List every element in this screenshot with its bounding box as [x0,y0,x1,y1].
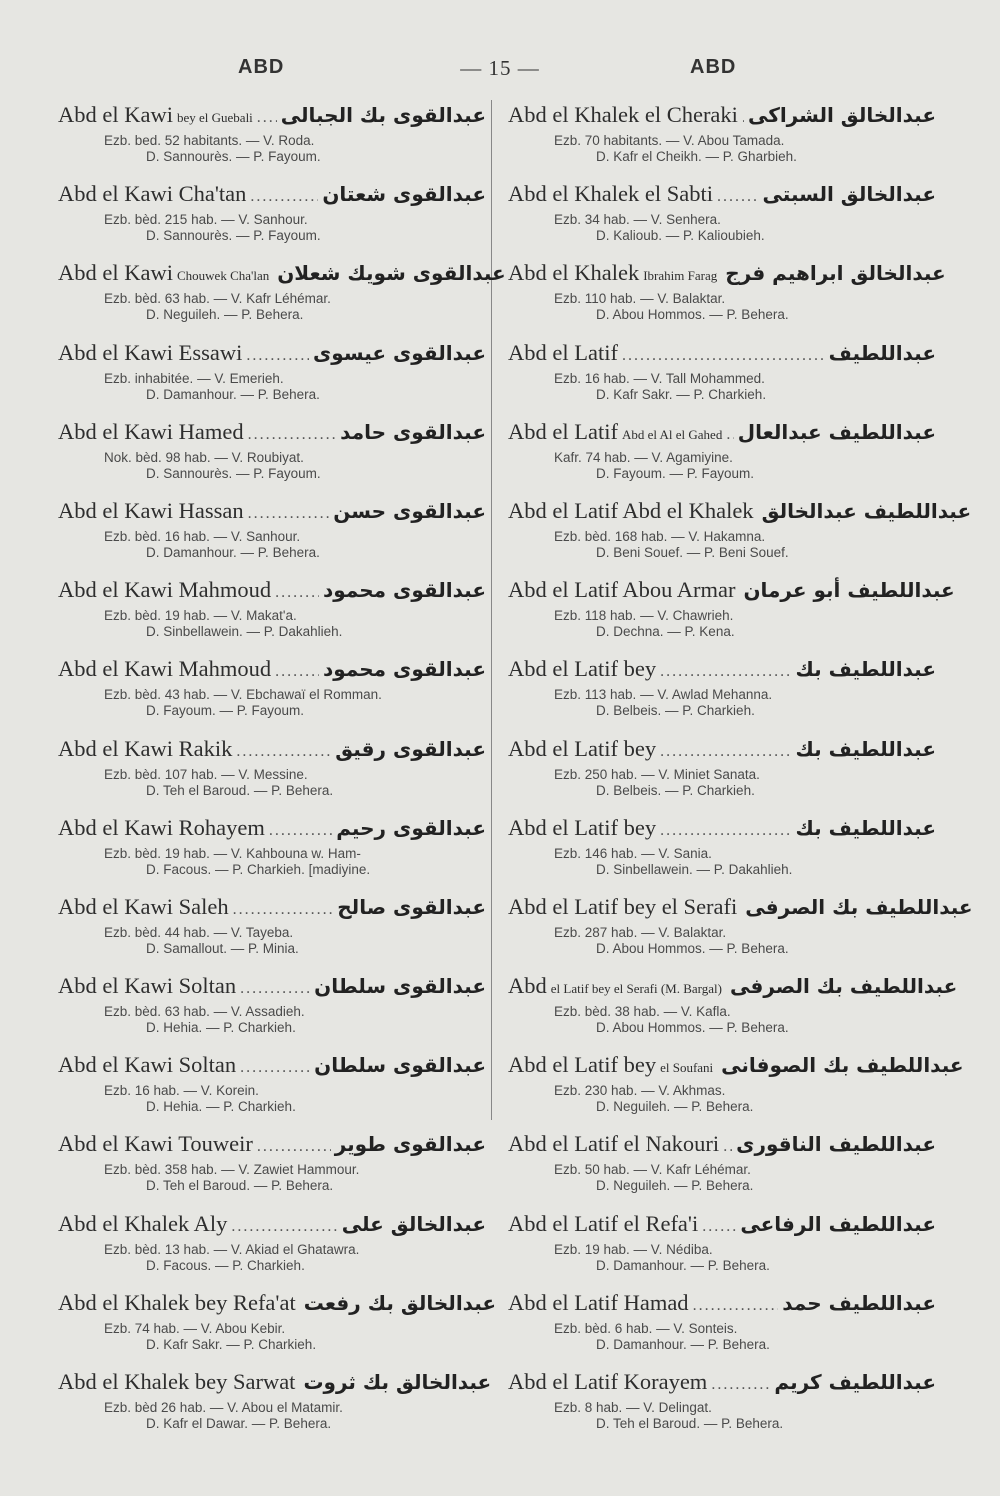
leader-dots [660,657,791,687]
entry-detail-line: Ezb. 146 hab. — V. Sania. [554,845,712,861]
entry-detail-line: Ezb. bèd. 13 hab. — V. Akiad el Ghatawra. [104,1241,360,1257]
entry-name: Abd el Kawi [58,102,173,127]
entry-name-suffix: el Latif bey el Serafi (M. Bargal) [550,981,722,997]
directory-entry [508,338,936,417]
entry-arabic-name: عبدالقوى رحيم [336,815,486,840]
entry-detail-line: Ezb. bèd. 168 hab. — V. Hakamna. [554,528,766,544]
entry-arabic-name: عبدالخالق الشراكى [747,103,936,127]
entry-name: Abd el Latif el Refa'i [508,1210,699,1236]
leader-dots [711,1370,770,1400]
directory-entry [58,892,486,971]
entry-arabic-name: عبداللطيف [828,340,936,365]
leader-dots [622,341,825,371]
entry-district-line: D. Damanhour. — P. Behera. [596,1257,770,1273]
leader-dots [257,1132,331,1162]
entry-district-line: D. Abou Hommos. — P. Behera. [596,940,789,956]
entry-arabic-name: عبدالقوى صالح [337,894,486,919]
directory-entry [58,654,486,733]
entry-arabic-name: عبدالخالق ابراهيم فرج [725,261,946,286]
entry-detail-line: Ezb. 19 hab. — V. Nédiba. [554,1241,713,1257]
entry-heading [58,417,486,450]
entry-name: Abd el Latif [508,418,618,444]
entry-detail-line: Ezb. bèd 26 hab. — V. Abou el Matamir. [104,1400,343,1415]
entry-name: Abd el Latif el Nakouri [508,1131,720,1157]
entry-district-line: D. Kalioub. — P. Kalioubieh. [596,228,765,244]
directory-entry [58,258,506,337]
entry-district-line: D. Teh el Baroud. — P. Behera. [146,782,334,798]
entry-name-suffix: bey el Guebali [176,110,253,125]
entry-arabic-name: عبداللطيف الرفاعى [740,1211,936,1236]
directory-entry [58,1050,486,1129]
entry-name: Abd el Kawi Rohayem [58,814,265,840]
entry-district-line: D. Hehia. — P. Charkieh. [146,1099,296,1115]
directory-entry [58,1288,497,1367]
entry-name: Abd el Latif Korayem [508,1369,708,1394]
directory-entry [508,1050,964,1129]
directory-entry [508,496,972,575]
entry-name: Abd el Kawi Touweir [58,1131,253,1157]
entry-arabic-name: عبداللطيف بك الصوفانى [721,1053,964,1078]
left-column [58,100,506,1446]
leader-dots [275,657,319,687]
leader-dots [248,420,337,450]
entry-detail-line: Ezb. 230 hab. — V. Akhmas. [554,1083,726,1099]
entry-heading [58,179,486,212]
entry-district-line: D. Kafr el Dawar. — P. Behera. [146,1416,332,1431]
directory-entry [58,1367,492,1446]
entry-heading [508,1050,964,1083]
entry-arabic-name: عبداللطيف عبدالعال [737,419,936,444]
entry-arabic-name: عبدالقوى محمود [323,578,486,603]
leader-dots [240,1053,310,1083]
entry-heading [508,496,972,529]
entry-district-line: D. Kafr el Cheikh. — P. Gharbieh. [596,149,797,164]
directory-entry [508,258,946,337]
entry-heading [58,734,486,767]
entry-detail-line: Ezb. 16 hab. — V. Tall Mohammed. [554,370,765,386]
directory-entry [508,654,936,733]
entry-arabic-name: عبدالقوى حسن [333,498,486,523]
entry-name-suffix: Chouwek Cha'lan [176,268,270,284]
entry-district-line: D. Damanhour. — P. Behera. [146,544,320,560]
leader-dots [717,182,759,212]
entry-arabic-name: عبداللطيف بك [795,815,936,840]
entry-detail-line: Ezb. bèd. 44 hab. — V. Tayeba. [104,924,294,940]
entry-name: Abd el Khalek el Sabti [508,181,713,207]
entry-detail-line: Ezb. 70 habitants. — V. Abou Tamada. [554,133,785,148]
entry-name: Abd el Kawi Hamed [58,418,244,444]
entry-arabic-name: عبدالقوى عيسوى [312,340,486,365]
entry-arabic-name: عبدالقوى محمود [323,657,486,682]
directory-entry [508,1367,936,1446]
entry-district-line: D. Belbeis. — P. Charkieh. [596,782,755,798]
entry-arabic-name: عبداللطيف بك [795,657,936,682]
leader-dots [726,420,733,450]
directory-entry [58,971,486,1050]
leader-dots [250,182,318,212]
entry-name: Abd el Latif bey [508,1052,657,1078]
entry-detail-line: Ezb. 50 hab. — V. Kafr Léhémar. [554,1162,751,1178]
entry-name-suffix: Abd el Al el Gahed [621,426,723,442]
entry-detail-line: Ezb. bèd. 358 hab. — V. Zawiet Hammour. [104,1162,360,1178]
running-head-left: ABD [238,56,285,78]
entry-heading [58,1288,497,1321]
entry-heading [58,338,486,371]
directory-entry [58,1209,486,1288]
directory-entry [508,417,936,496]
entry-detail-line: Ezb. bèd. 16 hab. — V. Sanhour. [104,528,301,544]
entry-name: Abd el Latif Abd el Khalek [508,497,754,523]
entry-arabic-name: عبداللطيف الناقورى [736,1132,936,1157]
entry-name-suffix: Ibrahim Farag [643,268,718,284]
entry-detail-line: Ezb. 113 hab. — V. Awlad Mehanna. [554,687,773,703]
entry-detail-line: Ezb. bèd. 19 hab. — V. Makat'a. [104,608,297,624]
entry-detail-line: Ezb. 16 hab. — V. Korein. [104,1083,259,1099]
directory-entry [58,813,486,892]
entry-heading [58,258,506,291]
entry-name: Abd el Latif bey el Serafi [508,893,738,919]
entry-name: Abd el Kawi Mahmoud [58,656,272,682]
entry-district-line: D. Teh el Baroud. — P. Behera. [596,1416,784,1431]
entry-name: Abd el Latif Hamad [508,1289,689,1315]
entry-name: Abd el Latif bey [508,735,657,761]
directory-entry [58,338,486,417]
entry-arabic-name: عبدالخالق السبتى [762,182,936,207]
entry-heading [508,734,936,767]
entry-heading [508,417,936,450]
entry-arabic-name: عبداللطيف أبو عرمان [743,578,955,603]
entry-district-line: D. Kafr Sakr. — P. Charkieh. [596,386,767,402]
entry-arabic-name: عبدالقوى طوير [334,1132,486,1157]
entry-heading [58,892,486,925]
entry-district-line: D. Abou Hommos. — P. Behera. [596,307,789,323]
running-head-right: ABD [690,56,737,78]
entry-district-line: D. Neguileh. — P. Behera. [596,1178,754,1194]
entry-arabic-name: عبداللطيف عبدالخالق [761,498,972,523]
entry-arabic-name: عبداللطيف حمد [782,1290,936,1315]
entry-detail-line: Ezb. 110 hab. — V. Balaktar. [554,291,726,307]
entry-name: Abd el Latif bey [508,814,657,840]
leader-dots [742,103,744,133]
entry-detail-line: Ezb. 287 hab. — V. Balaktar. [554,924,727,940]
entry-heading [508,258,946,291]
entry-detail-line: Ezb. 74 hab. — V. Abou Kebir. [104,1320,286,1336]
directory-entry [508,100,936,179]
entry-name: Abd el Kawi Soltan [58,973,237,999]
leader-dots [702,1212,736,1242]
directory-entry [58,179,486,258]
entry-name: Abd el Latif Abou Armar [508,577,736,603]
leader-dots [275,578,319,608]
leader-dots [231,1212,337,1242]
entry-name-suffix: el Soufani [660,1060,714,1076]
entry-name: Abd el Latif bey [508,656,657,682]
entry-arabic-name: عبدالقوى رقيق [335,736,486,761]
column-divider [491,100,492,1120]
entry-heading [58,1050,486,1083]
entry-detail-line: Ezb. inhabitée. — V. Emerieh. [104,370,284,386]
leader-dots [693,1291,779,1321]
entry-heading [58,496,486,529]
entry-heading [508,813,936,846]
directory-entry [508,971,958,1050]
entry-detail-line: Nok. bèd. 98 hab. — V. Roubiyat. [104,449,304,465]
entry-heading [58,100,486,133]
entry-name: Abd el Khalek Aly [58,1210,228,1236]
leader-dots [269,816,332,846]
entry-district-line: D. Facous. — P. Charkieh. [madiyine. [146,861,371,877]
entry-arabic-name: عبداللطيف بك الصرفى [729,974,958,999]
entry-arabic-name: عبداللطيف بك [795,736,936,761]
entry-name: Abd el Kawi Essawi [58,339,243,365]
directory-entry [58,100,486,179]
entry-district-line: D. Facous. — P. Charkieh. [146,1257,305,1273]
leader-dots [236,737,331,767]
entry-name: Abd el Khalek bey Sarwat [58,1369,296,1394]
entry-detail-line: Ezb. 8 hab. — V. Delingat. [554,1400,712,1415]
entry-name: Abd el Kawi [58,260,173,286]
entry-district-line: D. Samallout. — P. Minia. [146,940,299,956]
entry-name: Abd el Kawi Saleh [58,893,229,919]
entry-heading [508,971,958,1004]
entry-detail-line: Ezb. 34 hab. — V. Senhera. [554,212,721,228]
entry-heading [58,575,486,608]
entry-heading [508,338,936,371]
entry-arabic-name: عبدالقوى شويك شعلان [277,261,506,286]
leader-dots [660,737,791,767]
entry-district-line: D. Hehia. — P. Charkieh. [146,1020,296,1036]
entry-arabic-name: عبداللطيف بك الصرفى [745,894,973,919]
right-column [508,100,973,1446]
entry-district-line: D. Neguileh. — P. Behera. [596,1099,754,1115]
directory-entry [508,1288,936,1367]
entry-heading [58,813,486,846]
entry-detail-line: Ezb. 118 hab. — V. Chawrieh. [554,608,734,624]
entry-name: Abd el Kawi Rakik [58,735,233,761]
entry-detail-line: Ezb. bèd. 63 hab. — V. Kafr Léhémar. [104,291,331,307]
entry-heading [508,1209,936,1242]
entry-arabic-name: عبدالخالق بك رفعت [303,1290,497,1315]
entry-district-line: D. Sinbellawein. — P. Dakahlieh. [146,624,343,640]
entry-district-line: D. Fayoum. — P. Fayoum. [146,703,305,719]
entry-arabic-name: عبدالقوى حامد [340,419,486,444]
entry-arabic-name: عبداللطيف كريم [774,1370,936,1394]
directory-entry [508,892,973,971]
directory-entry [58,417,486,496]
entry-district-line: D. Sinbellawein. — P. Dakahlieh. [596,861,793,877]
leader-dots [240,974,310,1004]
page-number: — 15 — [460,56,540,80]
entry-heading [508,100,936,133]
directory-entry [58,575,486,654]
entry-district-line: D. Belbeis. — P. Charkieh. [596,703,755,719]
entry-detail-line: Kafr. 74 hab. — V. Agamiyine. [554,449,733,465]
entry-name: Abd el Latif [508,339,618,365]
entry-arabic-name: عبدالقوى سلطان [314,1053,486,1078]
entry-heading [508,892,973,925]
entry-detail-line: Ezb. bèd. 63 hab. — V. Assadieh. [104,1004,305,1020]
entry-detail-line: Ezb. bèd. 43 hab. — V. Ebchawaï el Romman. [104,687,382,703]
entry-district-line: D. Beni Souef. — P. Beni Souef. [596,544,789,560]
entry-heading [58,654,486,687]
entry-heading [58,971,486,1004]
directory-entry [508,1209,936,1288]
leader-dots [248,499,330,529]
entry-name: Abd el Khalek bey Refa'at [58,1289,296,1315]
entry-name: Abd el Kawi Hassan [58,497,244,523]
entry-heading [508,179,936,212]
directory-entry [58,496,486,575]
entry-arabic-name: عبدالقوى شعتان [322,182,486,207]
entry-name: Abd el Kawi Mahmoud [58,577,272,603]
entry-arabic-name: عبدالقوى سلطان [314,974,486,999]
leader-dots [723,1132,732,1162]
entry-detail-line: Ezb. bèd. 38 hab. — V. Kafla. [554,1004,731,1020]
entry-name: Abd el Khalek [508,260,640,286]
entry-heading [508,1129,936,1162]
entry-heading [508,1288,936,1321]
entry-heading [508,654,936,687]
directory-entry [508,734,936,813]
entry-district-line: D. Neguileh. — P. Behera. [146,307,304,323]
directory-entry [508,813,936,892]
directory-entry [58,1129,486,1208]
entry-district-line: D. Teh el Baroud. — P. Behera. [146,1178,334,1194]
entry-detail-line: Ezb. 250 hab. — V. Miniet Sanata. [554,766,760,782]
leader-dots [246,341,309,371]
entry-detail-line: Ezb. bèd. 107 hab. — V. Messine. [104,766,308,782]
entry-district-line: D. Fayoum. — P. Fayoum. [596,465,755,481]
leader-dots [233,895,334,925]
entry-heading [508,1367,936,1400]
entry-district-line: D. Damanhour. — P. Behera. [596,1336,770,1352]
leader-dots [660,816,791,846]
entry-detail-line: Ezb. bed. 52 habitants. — V. Roda. [104,133,315,148]
entry-heading [58,1209,486,1242]
entry-name: Abd el Kawi Soltan [58,1052,237,1078]
entry-detail-line: Ezb. bèd. 6 hab. — V. Sonteis. [554,1320,738,1336]
entry-district-line: D. Abou Hommos. — P. Behera. [596,1020,789,1036]
entry-name: Abd [508,973,547,999]
entry-district-line: D. Sannourès. — P. Fayoum. [146,228,321,244]
directory-entry [508,179,936,258]
directory-entry [508,575,955,654]
entry-arabic-name: عبدالخالق بك ثروت [303,1370,492,1394]
entry-district-line: D. Sannourès. — P. Fayoum. [146,465,321,481]
entry-arabic-name: عبدالقوى بك الجبالى [280,103,486,127]
entry-district-line: D. Kafr Sakr. — P. Charkieh. [146,1336,317,1352]
entry-name: Abd el Khalek el Cheraki [508,102,738,127]
directory-entry [58,734,486,813]
entry-arabic-name: عبدالخالق على [341,1211,486,1236]
entry-district-line: D. Damanhour. — P. Behera. [146,386,320,402]
entry-heading [508,575,955,608]
entry-detail-line: Ezb. bèd. 215 hab. — V. Sanhour. [104,212,308,228]
entry-name: Abd el Kawi Cha'tan [58,181,247,207]
entry-heading [58,1129,486,1162]
entry-detail-line: Ezb. bèd. 19 hab. — V. Kahbouna w. Ham- [104,845,361,861]
entry-heading [58,1367,492,1400]
directory-entry [508,1129,936,1208]
leader-dots [257,103,277,133]
entry-district-line: D. Dechna. — P. Kena. [596,624,735,640]
entry-district-line: D. Sannourès. — P. Fayoum. [146,149,321,164]
